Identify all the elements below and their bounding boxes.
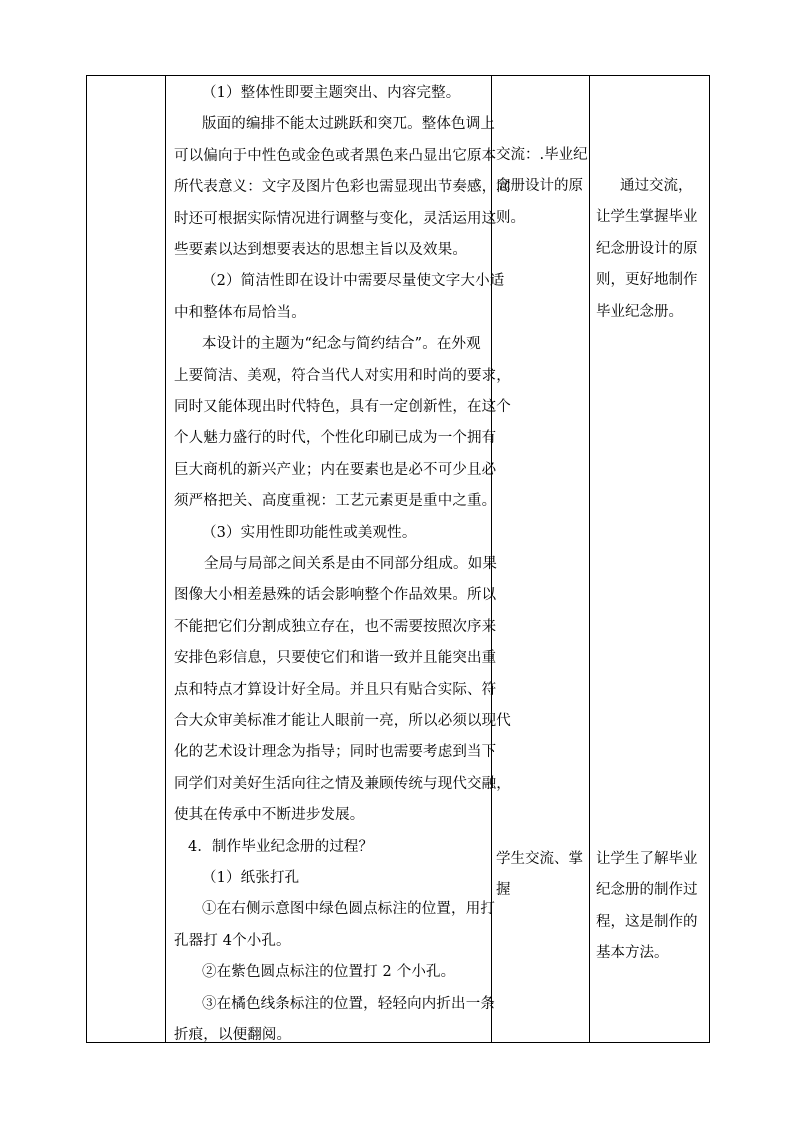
side-text-line: 通过交流， bbox=[620, 178, 693, 194]
content-line: 点和特点才算设计好全局。并且只有贴合实际、符 bbox=[174, 681, 497, 698]
content-line: ①在右侧示意图中绿色圆点标注的位置，用打 bbox=[202, 901, 495, 918]
side-text-line: 让学生掌握毕业 bbox=[596, 209, 698, 226]
side-text-line: 握 bbox=[496, 882, 511, 899]
side-text-line: 毕业纪念册。 bbox=[596, 303, 683, 320]
content-line: 全局与局部之间关系是由不同部分组成。如果 bbox=[204, 556, 497, 572]
teaching-content-cell bbox=[166, 76, 511, 1043]
content-line: （1）整体性即要主题突出、内容完整。 bbox=[202, 85, 461, 101]
content-line: 版面的编排不能太过跳跃和突兀。整体色调上 bbox=[202, 116, 495, 133]
content-line: 图像大小相差悬殊的话会影响整个作品效果。所以 bbox=[174, 587, 497, 604]
content-line: 须严格把关、高度重视：工艺元素更是重中之重。 bbox=[174, 493, 497, 510]
blank-column-cell bbox=[87, 76, 166, 1043]
side-text-line: 交流：.毕业纪 bbox=[496, 147, 588, 163]
content-line: 4．制作毕业纪念册的过程？ bbox=[188, 838, 374, 855]
content-line: （1）纸张打孔 bbox=[202, 870, 300, 886]
content-line: 个人魅力盛行的时代，个性化印刷已成为一个拥有 bbox=[174, 430, 497, 447]
content-line: 上要简洁、美观，符合当代人对实用和时尚的要求， bbox=[174, 367, 511, 384]
content-line: 合大众审美标准才能让人眼前一亮，所以必须以现代 bbox=[174, 713, 511, 729]
design-intent-cell bbox=[590, 76, 710, 1043]
content-line: 些要素以达到想要表达的思想主旨以及效果。 bbox=[174, 242, 467, 258]
content-line: ②在紫色圆点标注的位置打 2 个小孔。 bbox=[202, 964, 456, 981]
side-text-line: 纪念册的制作过 bbox=[596, 882, 698, 899]
content-line: 中和整体布局恰当。 bbox=[174, 304, 306, 321]
design-intent-text bbox=[590, 76, 709, 1042]
side-text-line: 纪念册设计的原 bbox=[596, 240, 698, 257]
content-line: 时还可根据实际情况进行调整与变化，灵活运用这 bbox=[174, 210, 497, 227]
student-activity-text bbox=[492, 76, 589, 1042]
content-line: 化的艺术设计理念为指导；同时也需要考虑到当下 bbox=[174, 744, 497, 761]
content-line: 折痕，以便翻阅。 bbox=[174, 1027, 292, 1043]
content-line: 孔器打 4个小孔。 bbox=[174, 932, 291, 949]
content-line: 同时又能体现出时代特色，具有一定创新性，在这个 bbox=[174, 399, 511, 415]
student-activity-cell bbox=[492, 76, 590, 1043]
content-line: 安排色彩信息，只要使它们和谐一致并且能突出重 bbox=[174, 650, 497, 667]
content-line: 本设计的主题为“纪念与简约结合”。在外观 bbox=[202, 336, 481, 353]
content-line: （2）简洁性即在设计中需要尽量使文字大小适 bbox=[202, 273, 505, 290]
content-line: ③在橘色线条标注的位置，轻轻向内折出一条 bbox=[202, 995, 495, 1012]
side-text-line: 程，这是制作的 bbox=[596, 913, 698, 930]
side-text-line: 学生交流、掌 bbox=[496, 851, 583, 867]
content-line: 不能把它们分割成独立存在，也不需要按照次序来 bbox=[174, 618, 497, 635]
content-line: 巨大商机的新兴产业；内在要素也是必不可少且必 bbox=[174, 461, 497, 478]
content-line: 同学们对美好生活向往之情及兼顾传统与现代交融， bbox=[174, 775, 511, 792]
table-row bbox=[87, 76, 710, 1043]
side-text-line: 念册设计的原 bbox=[496, 178, 583, 195]
teaching-content-text bbox=[166, 76, 511, 1043]
side-text-line: 基本方法。 bbox=[596, 945, 669, 962]
side-text-line: 则。 bbox=[496, 209, 525, 226]
content-line: 使其在传承中不断进步发展。 bbox=[174, 807, 365, 824]
content-line: 所代表意义：文字及图片色彩也需显现出节奏感，同 bbox=[174, 179, 511, 196]
lesson-plan-table bbox=[86, 75, 710, 1043]
side-text-line: 让学生了解毕业 bbox=[596, 851, 698, 867]
content-line: 可以偏向于中性色或金色或者黑色来凸显出它原本 bbox=[174, 147, 497, 164]
content-line: （3）实用性即功能性或美观性。 bbox=[202, 524, 417, 541]
side-text-line: 则，更好地制作 bbox=[596, 272, 698, 289]
